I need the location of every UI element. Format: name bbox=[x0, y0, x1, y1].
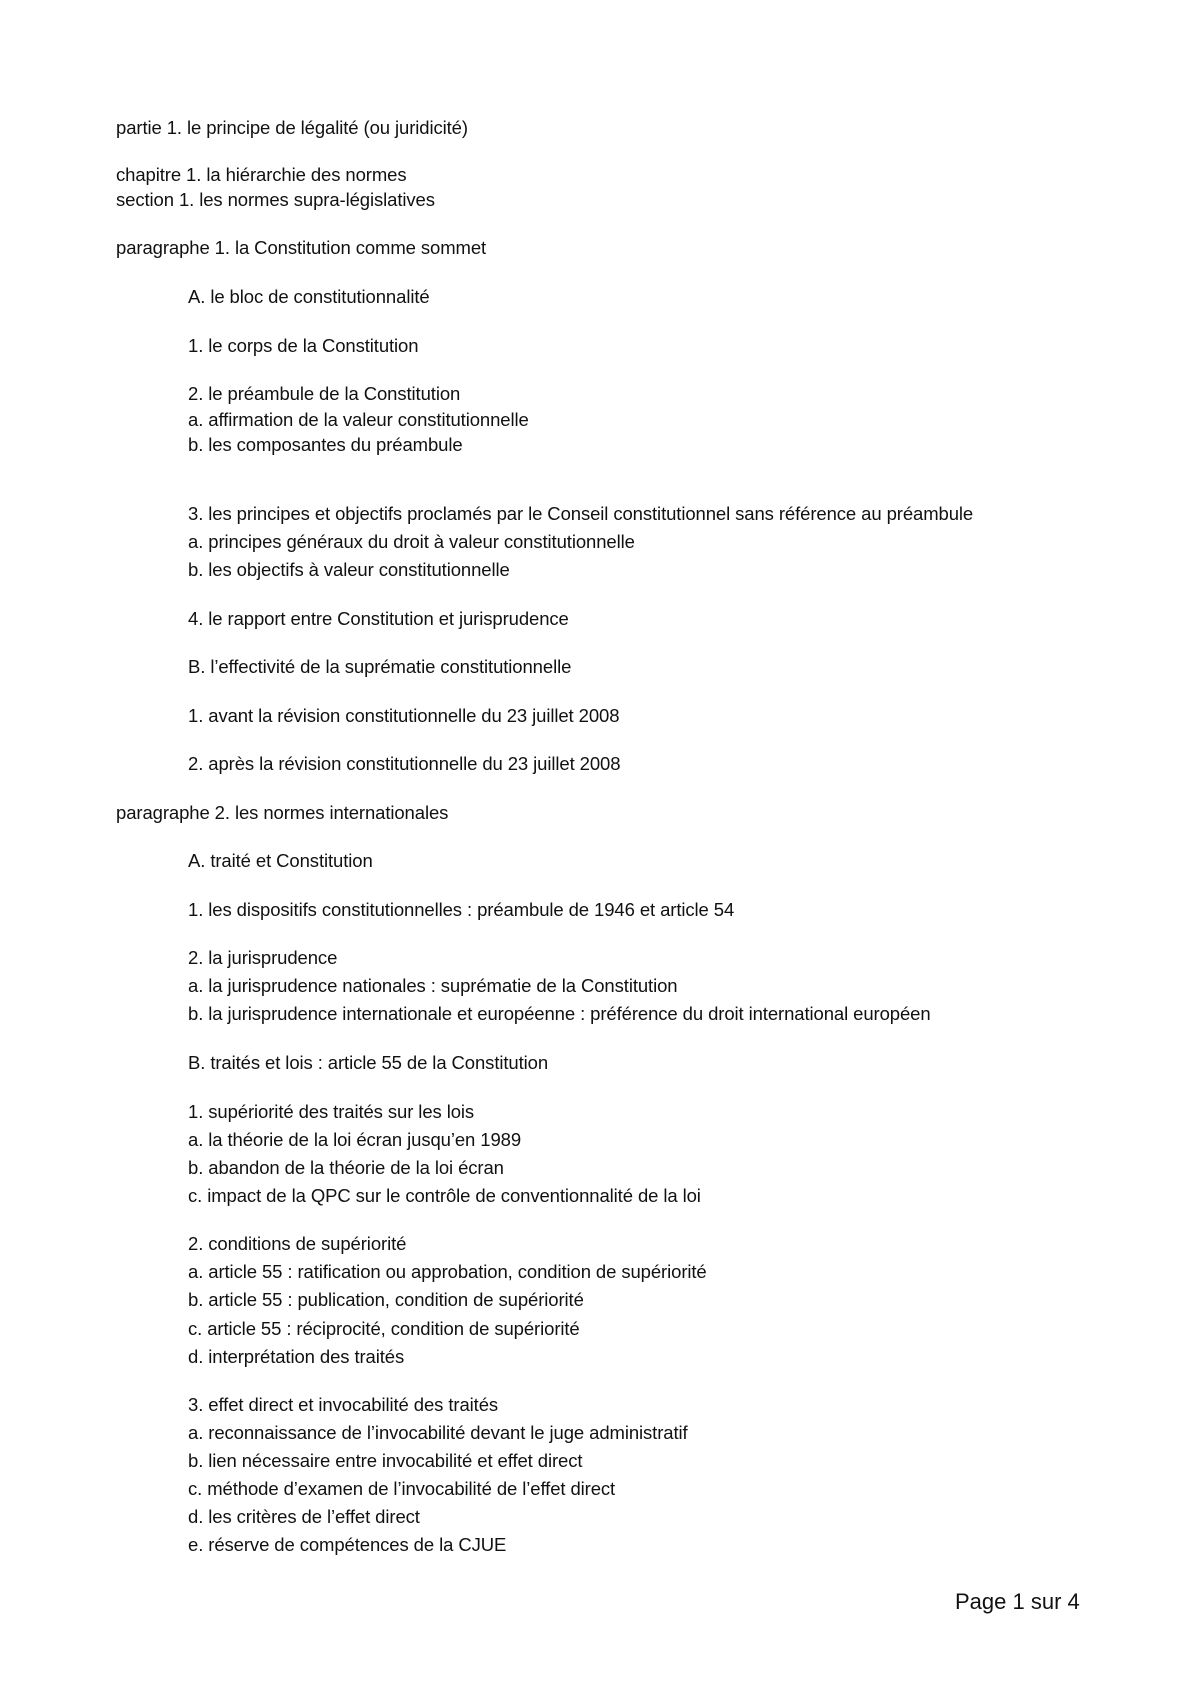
outline-subitem: a. la jurisprudence nationales : suprématie de la Constitution bbox=[188, 975, 678, 996]
outline-subitem: a. affirmation de la valeur constitutionnelle bbox=[188, 409, 529, 430]
outline-subitem: b. les objectifs à valeur constitutionnelle bbox=[188, 559, 510, 580]
subsection-heading: B. traités et lois : article 55 de la Constitution bbox=[188, 1052, 549, 1073]
outline-subitem: a. la théorie de la loi écran jusqu’en 1989 bbox=[188, 1129, 522, 1150]
outline-subitem: b. article 55 : publication, condition de supériorité bbox=[188, 1289, 584, 1310]
part-heading: partie 1. le principe de légalité (ou juridicité) bbox=[116, 117, 468, 138]
outline-item: 3. les principes et objectifs proclamés par le Conseil constitutionnel sans référence au préambule bbox=[188, 503, 974, 524]
outline-item: 2. le préambule de la Constitution bbox=[188, 383, 461, 404]
outline-subitem: b. abandon de la théorie de la loi écran bbox=[188, 1157, 504, 1178]
outline-subitem: b. la jurisprudence internationale et européenne : préférence du droit international européen bbox=[188, 1003, 931, 1024]
outline-subitem: b. lien nécessaire entre invocabilité et effet direct bbox=[188, 1450, 583, 1471]
subsection-heading: A. le bloc de constitutionnalité bbox=[188, 286, 430, 307]
outline-item: 4. le rapport entre Constitution et jurisprudence bbox=[188, 608, 569, 629]
outline-subitem: e. réserve de compétences de la CJUE bbox=[188, 1534, 507, 1555]
outline-item: 1. les dispositifs constitutionnelles : préambule de 1946 et article 54 bbox=[188, 899, 735, 920]
paragraph-heading-1: paragraphe 1. la Constitution comme sommet bbox=[116, 237, 487, 258]
outline-item: 2. la jurisprudence bbox=[188, 947, 338, 968]
outline-item: 2. après la révision constitutionnelle du 23 juillet 2008 bbox=[188, 753, 621, 774]
outline-subitem: b. les composantes du préambule bbox=[188, 434, 463, 455]
outline-subitem: c. méthode d’examen de l’invocabilité de l’effet direct bbox=[188, 1478, 616, 1499]
outline-subitem: c. impact de la QPC sur le contrôle de conventionnalité de la loi bbox=[188, 1185, 701, 1206]
outline-subitem: d. les critères de l’effet direct bbox=[188, 1506, 420, 1527]
outline-item: 1. avant la révision constitutionnelle du 23 juillet 2008 bbox=[188, 705, 620, 726]
chapter-heading: chapitre 1. la hiérarchie des normes bbox=[116, 164, 407, 185]
paragraph-heading-2: paragraphe 2. les normes internationales bbox=[116, 802, 449, 823]
section-heading: section 1. les normes supra-législatives bbox=[116, 189, 435, 210]
outline-subitem: d. interprétation des traités bbox=[188, 1346, 405, 1367]
outline-item: 2. conditions de supériorité bbox=[188, 1233, 407, 1254]
outline-item: 1. le corps de la Constitution bbox=[188, 335, 419, 356]
page-number: Page 1 sur 4 bbox=[955, 1589, 1080, 1614]
outline-subitem: a. reconnaissance de l’invocabilité devant le juge administratif bbox=[188, 1422, 688, 1443]
subsection-heading: B. l’effectivité de la suprématie constitutionnelle bbox=[188, 656, 572, 677]
outline-item: 1. supériorité des traités sur les lois bbox=[188, 1101, 475, 1122]
outline-subitem: a. principes généraux du droit à valeur constitutionnelle bbox=[188, 531, 635, 552]
outline-subitem: c. article 55 : réciprocité, condition de supériorité bbox=[188, 1318, 580, 1339]
subsection-heading: A. traité et Constitution bbox=[188, 850, 373, 871]
outline-subitem: a. article 55 : ratification ou approbation, condition de supériorité bbox=[188, 1261, 707, 1282]
outline-item: 3. effet direct et invocabilité des traités bbox=[188, 1394, 499, 1415]
